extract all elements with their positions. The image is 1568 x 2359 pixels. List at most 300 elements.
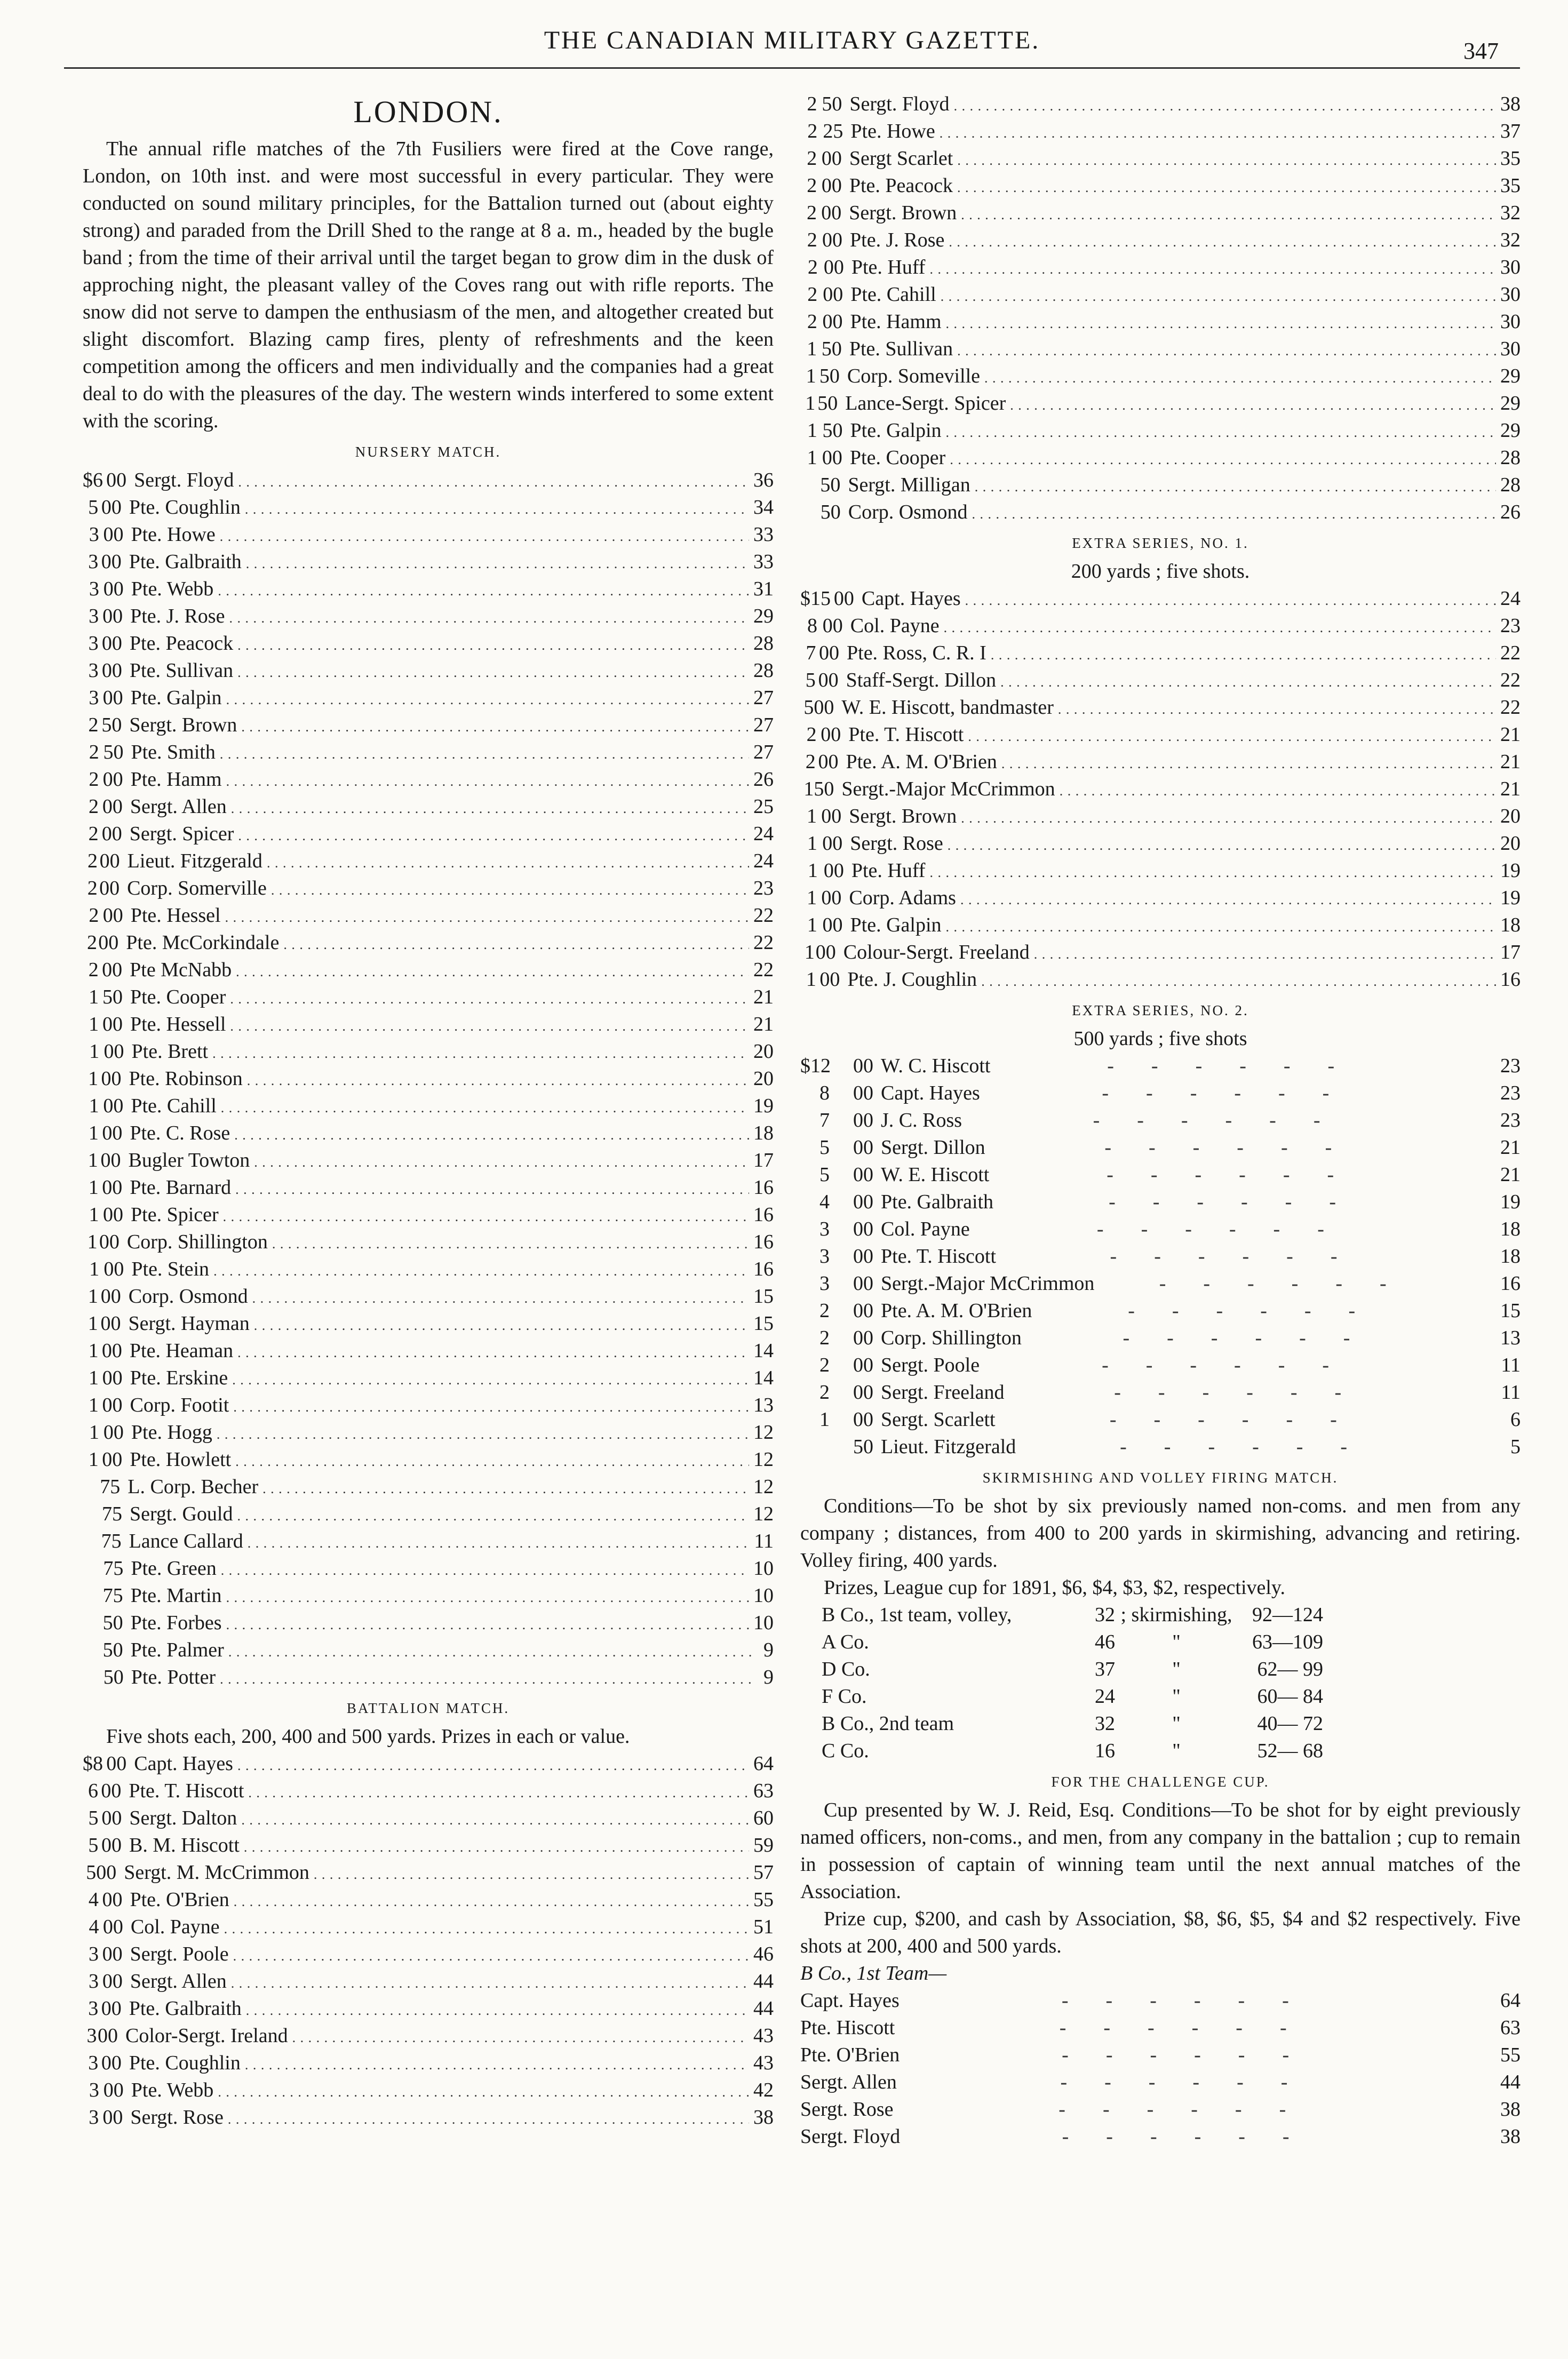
prize-cents: 00 [102, 1888, 123, 1911]
team-name: B Co., 1st team, volley, [822, 1604, 1012, 1626]
battalion-match-heading: BATTALION MATCH. [346, 1700, 510, 1716]
score: 17 [753, 1149, 774, 1171]
competitor-name: Capt. Hayes [861, 587, 961, 610]
extra-series-1-subtitle: 200 yards ; five shots. [1071, 560, 1250, 583]
score-row [83, 1365, 774, 1392]
prize-dollars: 2 [819, 1354, 830, 1376]
competitor-name: Pte. McCorkindale [126, 931, 280, 954]
score-row [800, 1433, 1521, 1461]
competitor-name: Pte. Green [131, 1557, 217, 1580]
score: 22 [753, 931, 774, 954]
competitor-name: Pte. Cahill [131, 1095, 217, 1117]
prize-dollars: 2 [807, 147, 817, 170]
competitor-name: Sergt. Floyd [134, 469, 234, 491]
prize-cents: 00 [102, 904, 123, 927]
prize-dollars: 1 [807, 338, 817, 360]
prize-dollars: 2 [807, 283, 818, 306]
score: 16 [753, 1231, 774, 1253]
dot-leader [1001, 748, 1496, 777]
skirmish-label: " [1172, 1658, 1181, 1680]
dot-leader [237, 1337, 749, 1366]
score-row [83, 1120, 774, 1147]
dash-leader: ------ [1093, 1109, 1358, 1131]
dash-leader: ------ [1114, 1381, 1379, 1404]
competitor-name: Pte. Hamm [130, 768, 222, 791]
prize-cents: 50 [822, 419, 843, 442]
score: 15 [753, 1312, 774, 1335]
competitor-name: Pte. Martin [130, 1584, 222, 1607]
prize-cents: 75 [101, 1530, 122, 1552]
prize-dollars: 1 [88, 1448, 99, 1471]
dot-leader [975, 472, 1496, 500]
competitor-name: W. E. Hiscott [881, 1163, 990, 1186]
prize-dollars: 1 [89, 1040, 100, 1063]
score-row [800, 2014, 1521, 2042]
score: 46 [753, 1943, 774, 1965]
prize-cents: 00 [818, 751, 839, 773]
score: 32 [1500, 229, 1521, 251]
competitor-name: Capt. Hayes [134, 1752, 233, 1775]
competitor-name: Sergt. Dalton [129, 1807, 237, 1829]
prize-cents: 00 [106, 469, 127, 491]
prize-dollars: $6 [83, 469, 103, 491]
score: 27 [753, 714, 774, 736]
prize-cents: 00 [853, 1354, 873, 1376]
dot-leader [283, 929, 749, 958]
competitor-name: W. E. Hiscott, bandmaster [841, 696, 1054, 719]
team-name: A Co. [822, 1631, 869, 1653]
prize-dollars: $8 [83, 1752, 103, 1775]
competitor-name: Pte. Coughlin [129, 496, 241, 519]
prize-cents: 00 [101, 1340, 122, 1362]
dot-leader [228, 1637, 752, 1665]
score: 16 [1500, 968, 1521, 991]
team-name: F Co. [822, 1685, 867, 1708]
publication-title: THE CANADIAN MILITARY GAZETTE. [544, 26, 1040, 54]
prize-dollars: 1 [87, 1231, 98, 1253]
score: 22 [1500, 642, 1521, 664]
challenge-cup-prizes: Prize cup, $200, and cash by Association, $8, $6, $5, $4 and $2 respectively. Five shots at 200, 400 and 500 yards. [800, 1908, 1521, 1957]
skirmish-label: ; skirmishing, [1120, 1604, 1232, 1626]
score-row [800, 145, 1521, 172]
extra-series-1-list [800, 585, 1521, 993]
score-row [83, 1201, 774, 1229]
prize-cents: 00 [821, 805, 842, 827]
score: 21 [753, 1013, 774, 1035]
dot-leader [241, 1805, 749, 1834]
score: 43 [753, 2052, 774, 2074]
competitor-name: Pte. J. Rose [850, 229, 945, 251]
competitor-name: Pte. Heaman [129, 1340, 234, 1362]
volley-score: 32 [1095, 1604, 1115, 1626]
competitor-name: Capt. Hayes [800, 1989, 900, 2012]
dot-leader [248, 1778, 749, 1806]
competitor-name: Pte. Galbraith [129, 551, 242, 573]
score-row [83, 984, 774, 1011]
score-row [83, 712, 774, 739]
skirmish-label: " [1172, 1685, 1181, 1708]
dot-leader [237, 1750, 749, 1779]
score: 33 [753, 523, 774, 546]
score-row [83, 1582, 774, 1609]
prize-dollars: 1 [88, 1394, 99, 1416]
prize-cents: 00 [853, 1272, 873, 1295]
score: 35 [1500, 174, 1521, 197]
prize-dollars: 3 [88, 551, 99, 573]
extra-series-1-heading: EXTRA SERIES, NO. 1. [1072, 535, 1249, 551]
score-row [83, 1637, 774, 1664]
battalion-match-list [83, 1750, 774, 2131]
dot-leader [235, 1446, 749, 1475]
prize-cents: 00 [822, 914, 843, 936]
competitor-name: Sergt. M. McCrimmon [124, 1861, 309, 1884]
team-name: B Co., 2nd team [822, 1712, 954, 1735]
score: 9 [763, 1639, 774, 1661]
prize-cents: 00 [102, 1176, 123, 1199]
prize-dollars: 2 [819, 1300, 830, 1322]
prize-cents: 00 [99, 877, 120, 899]
prize-dollars: 1 [88, 1176, 99, 1199]
prize-cents: 00 [853, 1055, 873, 1077]
competitor-name: Pte. T. Hiscott [881, 1245, 997, 1268]
volley-score: 37 [1095, 1658, 1115, 1680]
prize-dollars: 7 [819, 1109, 830, 1131]
prize-dollars: 1 [807, 805, 817, 827]
competitor-name: Sergt. Poole [130, 1943, 229, 1965]
prize-dollars: 5 [86, 1861, 97, 1884]
score: 30 [1500, 283, 1521, 306]
score: 26 [1500, 501, 1521, 523]
prize-dollars: 5 [819, 1136, 830, 1159]
prize-dollars: 2 [88, 959, 99, 981]
dot-leader [236, 957, 749, 985]
score-row [800, 363, 1521, 390]
prize-dollars: 1 [88, 1340, 99, 1362]
score: 22 [1500, 669, 1521, 691]
dot-leader [231, 793, 749, 822]
score-row [800, 444, 1521, 472]
prize-cents: 00 [98, 931, 119, 954]
dot-leader [247, 1065, 749, 1094]
result-row [800, 1629, 1521, 1656]
prize-cents: 50 [819, 365, 840, 387]
prize-cents: 50 [101, 714, 122, 736]
score: 29 [753, 605, 774, 627]
prize-dollars: 5 [88, 496, 99, 519]
score: 32 [1500, 202, 1521, 224]
score: 5 [1510, 1436, 1521, 1458]
prize-dollars: 1 [88, 1122, 99, 1144]
dot-leader [233, 1941, 749, 1970]
competitor-name: Sergt. Spicer [129, 823, 234, 845]
dot-leader [234, 1120, 749, 1149]
prize-dollars: 1 [804, 941, 815, 963]
score-row [800, 694, 1521, 721]
score-row [83, 684, 774, 712]
score-row [83, 1392, 774, 1419]
prize-dollars: 2 [89, 904, 99, 927]
prize-cents: 00 [103, 1421, 124, 1444]
prize-dollars: 2 [807, 93, 817, 115]
score: 37 [1500, 120, 1521, 142]
competitor-name: Pte. Galpin [130, 687, 222, 709]
dot-leader [244, 1832, 749, 1861]
score-row [800, 1270, 1521, 1297]
section-title-london: LONDON. [353, 94, 503, 129]
dot-leader [1034, 939, 1496, 968]
prize-dollars: 2 [89, 768, 99, 791]
score-row [83, 1805, 774, 1832]
score-row [83, 902, 774, 929]
prize-cents: 50 [103, 741, 124, 763]
score: 30 [1500, 310, 1521, 333]
score-row [83, 1011, 774, 1038]
score: 11 [754, 1530, 774, 1552]
prize-cents: 00 [104, 1258, 124, 1280]
score: 29 [1500, 392, 1521, 415]
score: 18 [753, 1122, 774, 1144]
dot-leader [231, 1968, 749, 1997]
score-row [800, 1080, 1521, 1107]
score: 64 [1500, 1989, 1521, 2012]
result-row [800, 1683, 1521, 1710]
prize-dollars: 3 [89, 523, 99, 546]
competitor-name: Sergt.-Major McCrimmon [841, 778, 1055, 800]
score-row [83, 1778, 774, 1805]
score: 16 [753, 1176, 774, 1199]
nursery-match-list [83, 467, 774, 1691]
team-name: C Co. [822, 1740, 869, 1762]
competitor-name: Pte. Palmer [130, 1639, 224, 1661]
dot-leader [229, 603, 749, 632]
score-row [800, 803, 1521, 830]
prize-dollars: 2 [89, 795, 99, 818]
dot-leader [245, 2050, 749, 2078]
prize-dollars: 1 [807, 832, 817, 855]
competitor-name: Pte. Peacock [849, 174, 953, 197]
prize-cents: 00 [103, 2079, 124, 2101]
prize-cents: 00 [853, 1245, 873, 1268]
prize-cents: 00 [853, 1408, 873, 1431]
prize-cents: 50 [102, 1639, 123, 1661]
competitor-name: Sergt.-Major McCrimmon [881, 1272, 1095, 1295]
dot-leader [237, 657, 749, 686]
competitor-name: Pte. Robinson [129, 1067, 243, 1090]
competitor-name: Pte. Stein [131, 1258, 210, 1280]
score-row [83, 875, 774, 902]
prize-cents: 50 [103, 1666, 124, 1688]
score: 38 [1500, 2125, 1521, 2148]
dot-leader [981, 966, 1496, 995]
prize-dollars: 4 [88, 1888, 99, 1911]
competitor-name: Pte. A. M. O'Brien [846, 751, 997, 773]
prize-dollars: 2 [819, 1327, 830, 1349]
competitor-name: L. Corp. Becher [128, 1476, 259, 1498]
dot-leader [929, 857, 1496, 886]
prize-cents: 50 [820, 474, 841, 496]
score: 21 [753, 986, 774, 1008]
prize-dollars: 3 [88, 2052, 99, 2074]
score-row [83, 2077, 774, 2104]
score: 12 [753, 1421, 774, 1444]
score: 29 [1500, 365, 1521, 387]
score: 19 [1500, 887, 1521, 909]
score: 19 [1500, 1191, 1521, 1213]
competitor-name: Pte. Huff [851, 256, 926, 278]
prize-cents: 00 [823, 283, 843, 306]
dot-leader [1058, 694, 1496, 723]
dot-leader [984, 363, 1496, 392]
score-row [800, 1406, 1521, 1433]
prize-dollars: 3 [88, 1997, 99, 2020]
prize-dollars: 3 [89, 2079, 99, 2101]
score: 30 [1500, 338, 1521, 360]
competitor-name: Capt. Hayes [881, 1082, 980, 1104]
prize-cents: 00 [98, 2025, 118, 2047]
score-row [83, 2022, 774, 2050]
total-score: 92—124 [1252, 1604, 1323, 1626]
dash-leader: ------ [1104, 1136, 1370, 1159]
competitor-name: Pte. Barnard [130, 1176, 232, 1199]
score-row [800, 776, 1521, 803]
extra-series-2-subtitle: 500 yards ; five shots [1073, 1027, 1247, 1050]
dot-leader [217, 1419, 749, 1448]
prize-dollars: 1 [88, 1067, 99, 1090]
score-row [83, 1609, 774, 1637]
total-score: 52— 68 [1257, 1740, 1323, 1762]
score: 20 [1500, 832, 1521, 855]
score-row [83, 739, 774, 766]
score-row [800, 667, 1521, 694]
prize-cents: 00 [853, 1300, 873, 1322]
dot-leader [225, 902, 749, 931]
competitor-name: Sergt. Rose [800, 2098, 894, 2121]
competitor-name: Pte. Galbraith [129, 1997, 242, 2020]
prize-cents: 00 [822, 229, 843, 251]
volley-score: 24 [1095, 1685, 1115, 1708]
prize-cents: 00 [102, 2106, 123, 2129]
score: 27 [753, 687, 774, 709]
dot-leader [238, 820, 749, 849]
prize-cents: 75 [102, 1584, 123, 1607]
dash-leader: ------ [1096, 1218, 1362, 1240]
result-row [800, 1656, 1521, 1683]
dot-leader [226, 684, 749, 713]
prize-cents: 00 [103, 1204, 124, 1226]
prize-cents: 75 [100, 1476, 121, 1498]
score: 28 [1500, 447, 1521, 469]
competitor-name: Pte. Galbraith [881, 1191, 994, 1213]
score-row [800, 1053, 1521, 1080]
score: 10 [753, 1612, 774, 1634]
prize-dollars: 1 [807, 914, 817, 936]
prize-dollars: 1 [87, 1285, 98, 1308]
score: 24 [753, 823, 774, 845]
score: 11 [1501, 1381, 1521, 1404]
prize-dollars: 2 [806, 723, 817, 746]
dot-leader [972, 499, 1496, 528]
score: 15 [753, 1285, 774, 1308]
score-row [83, 1310, 774, 1337]
competitor-name: Col. Payne [881, 1218, 970, 1240]
competitor-name: Sergt. Poole [881, 1354, 980, 1376]
total-score: 40— 72 [1257, 1712, 1323, 1735]
score: 30 [1500, 256, 1521, 278]
battalion-match-intro: Five shots each, 200, 400 and 500 yards. Prizes in each or value. [106, 1725, 630, 1748]
score-row [800, 2123, 1521, 2150]
score-row [83, 1886, 774, 1914]
prize-cents: 00 [814, 696, 834, 719]
score: 14 [753, 1367, 774, 1389]
score-row [800, 1243, 1521, 1270]
score: 26 [753, 768, 774, 791]
score-row [83, 1941, 774, 1968]
competitor-name: Corp. Shillington [881, 1327, 1022, 1349]
prize-cents: 00 [103, 578, 124, 600]
dot-leader [232, 1365, 749, 1393]
result-row [800, 1738, 1521, 1765]
score-row [800, 200, 1521, 227]
score-row [800, 1987, 1521, 2014]
score-row [83, 1968, 774, 1995]
dot-leader [960, 884, 1496, 913]
prize-cents: 00 [853, 1218, 873, 1240]
score: 15 [1500, 1300, 1521, 1322]
score-row [83, 1038, 774, 1065]
score: 14 [753, 1340, 774, 1362]
competitor-name: Sergt. Gould [129, 1503, 233, 1525]
dot-leader [241, 712, 749, 740]
competitor-name: Pte. Potter [131, 1666, 216, 1688]
skirmish-label: " [1172, 1740, 1181, 1762]
prize-dollars: 2 [88, 823, 99, 845]
score: 28 [753, 659, 774, 682]
score-row [83, 929, 774, 957]
prize-dollars: 1 [819, 1408, 830, 1431]
prize-cents: 00 [822, 310, 843, 333]
score-row [800, 748, 1521, 776]
prize-cents: 00 [99, 1231, 120, 1253]
score: 20 [753, 1040, 774, 1063]
score-row [83, 820, 774, 848]
score: 38 [1500, 93, 1521, 115]
competitor-name: Pte. Cahill [850, 283, 936, 306]
prize-dollars: 3 [89, 687, 99, 709]
competitor-name: Corp. Footit [130, 1394, 229, 1416]
competitor-name: Sergt Scarlet [849, 147, 953, 170]
competitor-name: Pte. Webb [131, 2079, 214, 2101]
score: 57 [753, 1861, 774, 1884]
volley-score: 32 [1095, 1712, 1115, 1735]
score-row [83, 1093, 774, 1120]
competitor-name: Col. Payne [850, 615, 940, 637]
competitor-name: Pte. T. Hiscott [129, 1780, 244, 1802]
competitor-name: Pte. Hogg [131, 1421, 212, 1444]
competitor-name: Sergt. Floyd [800, 2125, 901, 2148]
prize-cents: 00 [100, 1285, 121, 1308]
score: 44 [753, 1970, 774, 1993]
prize-cents: 00 [821, 723, 841, 746]
score-row [83, 1337, 774, 1365]
prize-dollars: 2 [807, 174, 817, 197]
competitor-name: Sergt. Dillon [881, 1136, 985, 1159]
dot-leader [961, 200, 1496, 228]
dash-leader: ------ [1061, 1989, 1326, 2012]
score-row [800, 91, 1521, 118]
prize-dollars: 2 [807, 256, 818, 278]
score-row [800, 721, 1521, 748]
score-row [800, 281, 1521, 308]
